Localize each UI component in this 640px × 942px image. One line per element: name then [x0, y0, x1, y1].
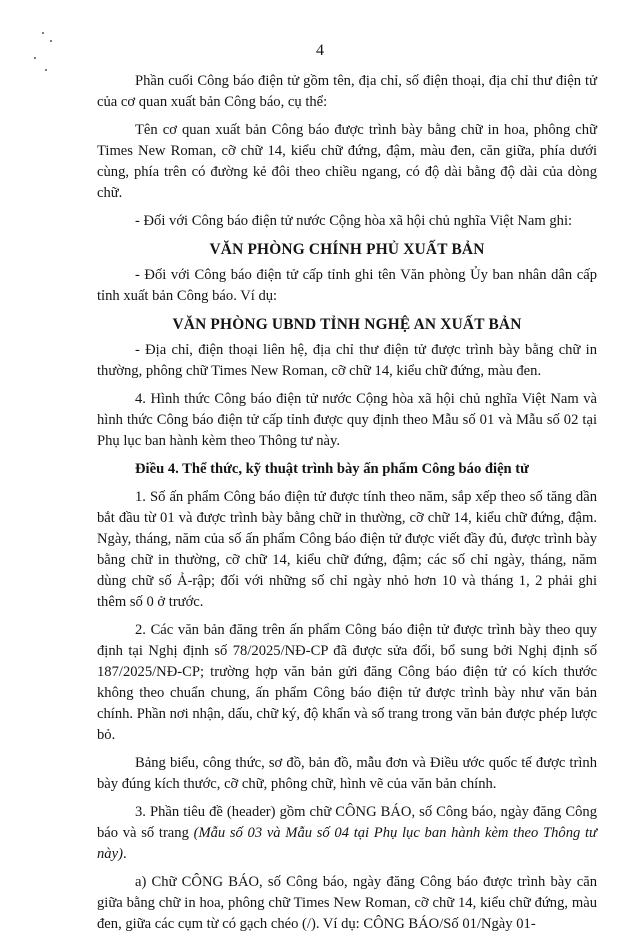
paragraph: 4. Hình thức Công báo điện tử nước Cộng hòa xã hội chủ nghĩa Việt Nam và hình thức Công báo điện tử cấp tỉnh được quy định theo Mẫu số 01 và Mẫu số 02 tại Phụ lục ban hành kèm theo Thông tư này. — [97, 391, 597, 449]
paragraph: 2. Các văn bản đăng trên ấn phẩm Công báo điện tử được trình bày theo quy định tại Nghị định số 78/2025/NĐ-CP đã được sửa đổi, bổ sung bởi Nghị định số 187/2025/NĐ-CP; trường hợp văn bản gửi đăng Công báo điện tử có kích thước không theo chuẩn chung, ấn phẩm Công báo điện tử được trình bày như văn bản chính. Phần nơi nhận, dấu, chữ ký, độ khẩn và số trang trong văn bản được phép lược bỏ. — [97, 622, 597, 743]
paragraph: Phần cuối Công báo điện tử gồm tên, địa chỉ, số điện thoại, địa chỉ thư điện tử của cơ quan xuất bản Công báo, cụ thể: — [97, 73, 597, 110]
paragraph: Tên cơ quan xuất bản Công báo được trình bày bằng chữ in hoa, phông chữ Times New Roman, cỡ chữ 14, kiểu chữ đứng, đậm, màu đen, căn giữa, phía dưới cùng, phía trên có đường kẻ đôi theo chiều ngang, có độ dài bằng độ dài của dòng chữ. — [97, 122, 597, 201]
example-heading-province: VĂN PHÒNG UBND TỈNH NGHỆ AN XUẤT BẢN — [172, 316, 522, 333]
italic-reference: (Mẫu số 03 và Mẫu số 04 tại Phụ lục ban hành kèm theo Thông tư này) — [97, 825, 597, 862]
scan-speck — [45, 69, 47, 71]
page-number: 4 — [316, 42, 324, 59]
document-body — [97, 71, 597, 942]
example-heading-government: VĂN PHÒNG CHÍNH PHỦ XUẤT BẢN — [209, 241, 485, 258]
paragraph-text: 3. Phần tiêu đề (header) gồm chữ CÔNG BÁO, số Công báo, ngày đăng Công báo và số trang — [97, 804, 597, 841]
paragraph: - Địa chỉ, điện thoại liên hệ, địa chỉ thư điện tử được trình bày bằng chữ in thường, phông chữ Times New Roman, cỡ chữ 14, kiểu chữ đứng, màu đen. — [97, 342, 597, 379]
paragraph: - Đối với Công báo điện tử nước Cộng hòa xã hội chủ nghĩa Việt Nam ghi: — [135, 213, 573, 229]
paragraph: Bảng biểu, công thức, sơ đồ, bản đồ, mẫu đơn và Điều ước quốc tế được trình bày đúng kích thước, cỡ chữ, phông chữ, hình vẽ của văn bản chính. — [97, 755, 597, 792]
paragraph: 1. Số ấn phẩm Công báo điện tử được tính theo năm, sắp xếp theo số tăng dần bắt đầu từ 01 và được trình bày bằng chữ in thường, cỡ chữ 14, kiểu chữ đứng, đậm. Ngày, tháng, năm của số ấn phẩm Công báo điện tử được viết đầy đủ, được trình bày bằng chữ in thường, cỡ chữ 14, kiểu chữ đứng, đậm; các số chỉ ngày, tháng, năm dùng chữ số Ả-rập; đối với những số chỉ ngày nhỏ hơn 10 và tháng 1, 2 phải ghi thêm số 0 ở trước. — [97, 489, 597, 610]
paragraph: - Đối với Công báo điện tử cấp tỉnh ghi tên Văn phòng Ủy ban nhân dân cấp tỉnh xuất bản Công báo. Ví dụ: — [97, 267, 597, 304]
paragraph: a) Chữ CÔNG BÁO, số Công báo, ngày đăng Công báo được trình bày căn giữa bằng chữ in hoa, phông chữ Times New Roman, cỡ chữ 14, kiểu chữ đứng, màu đen, giữa các cụm từ có gạch chéo (/). Ví dụ: CÔNG BÁO/Số 01/Ngày 01- — [97, 874, 597, 932]
paragraph-text: . — [122, 846, 127, 862]
article-heading: Điều 4. Thể thức, kỹ thuật trình bày ấn phẩm Công báo điện tử — [135, 461, 529, 477]
paragraph — [97, 802, 597, 865]
scan-speck — [42, 32, 44, 34]
